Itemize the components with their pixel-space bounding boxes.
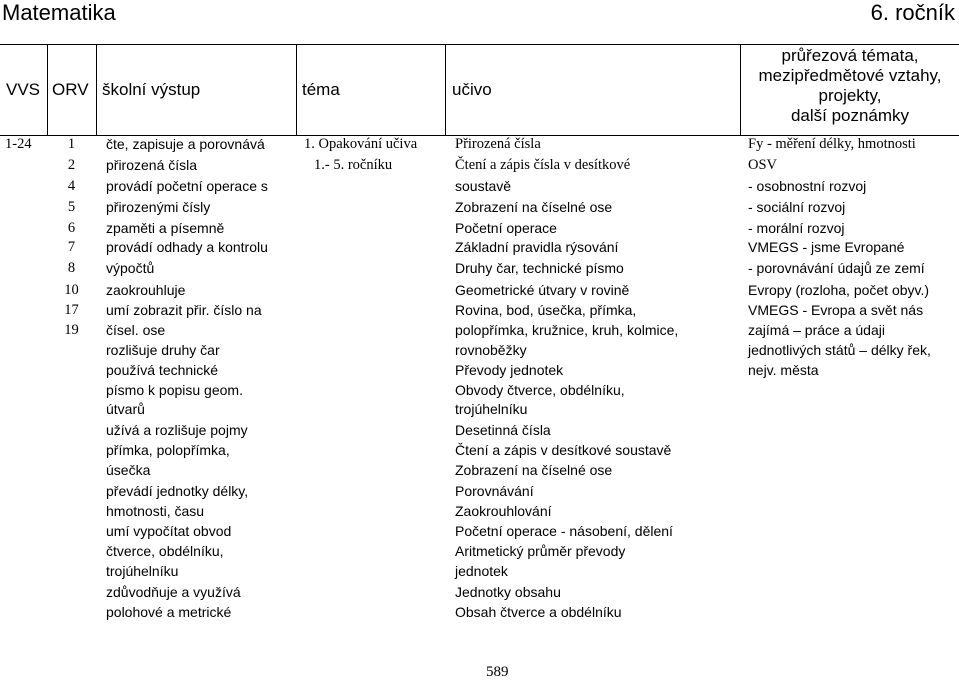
grade-title: 6. ročník — [870, 0, 955, 25]
cross-line: - osobnostní rozvoj — [748, 178, 867, 194]
cross-line: OSV — [748, 157, 778, 173]
curriculum-line: Desetinná čísla — [455, 422, 551, 438]
curriculum-line: Přirozená čísla — [455, 136, 541, 152]
header-outcome: školní výstup — [102, 80, 201, 99]
outcome-line: výpočtů — [106, 260, 155, 276]
curriculum-line: Početní operace — [455, 220, 557, 236]
outcome-line: umí vypočítat obvod — [106, 523, 232, 539]
orv-value: 2 — [67, 157, 76, 173]
cross-line: - porovnávání údajů ze zemí — [748, 260, 925, 276]
curriculum-line: Zaokrouhlování — [455, 503, 552, 519]
curriculum-line: Porovnávání — [455, 483, 534, 499]
outcome-line: umí zobrazit přir. číslo na — [106, 302, 262, 318]
curriculum-line: Čtení a zápis čísla v desítkové — [455, 157, 631, 173]
orv-value: 10 — [64, 282, 79, 298]
outcome-line: používá technické — [106, 362, 219, 378]
outcome-line: provádí početní operace s — [106, 178, 268, 194]
outcome-line: přirozenými čísly — [106, 199, 211, 215]
cross-line: - sociální rozvoj — [748, 199, 846, 215]
topic-line: 1. Opakování učiva — [304, 136, 418, 152]
grid-line — [0, 44, 959, 45]
curriculum-line: polopřímka, kružnice, kruh, kolmice, — [455, 322, 679, 338]
curriculum-line: Čtení a zápis v desítkové soustavě — [455, 442, 672, 458]
outcome-line: čísel. ose — [106, 322, 166, 338]
outcome-line: čtverce, obdélníku, — [106, 543, 224, 559]
grid-line — [740, 44, 741, 135]
header-orv: ORV — [52, 80, 89, 99]
orv-value: 8 — [67, 260, 76, 276]
curriculum-line: rovnoběžky — [455, 342, 527, 358]
curriculum-line: Obvody čtverce, obdélníku, — [455, 382, 625, 398]
outcome-line: přímka, polopřímka, — [106, 442, 230, 458]
outcome-line: písmo k popisu geom. — [106, 382, 243, 398]
grid-line — [445, 44, 446, 135]
outcome-line: přirozená čísla — [106, 157, 198, 173]
outcome-line: čte, zapisuje a porovnává — [106, 136, 265, 152]
curriculum-line: Zobrazení na číselné ose — [455, 199, 613, 215]
outcome-line: hmotnosti, času — [106, 503, 205, 519]
grid-line — [296, 44, 297, 135]
cross-line: Evropy (rozloha, počet obyv.) — [748, 282, 930, 298]
header-topic: téma — [302, 80, 340, 99]
grid-line — [96, 44, 97, 135]
outcome-line: trojúhelníku — [106, 563, 179, 579]
curriculum-line: Obsah čtverce a obdélníku — [455, 604, 622, 620]
orv-value: 17 — [64, 302, 79, 318]
curriculum-line: Geometrické útvary v rovině — [455, 282, 630, 298]
outcome-line: užívá a rozlišuje pojmy — [106, 422, 248, 438]
cross-line: nejv. města — [748, 362, 819, 378]
orv-value: 6 — [67, 220, 76, 236]
curriculum-line: Rovina, bod, úsečka, přímka, — [455, 302, 637, 318]
cross-line: VMEGS - Evropa a svět nás — [748, 302, 924, 318]
outcome-line: převádí jednotky délky, — [106, 483, 249, 499]
orv-value: 19 — [64, 322, 79, 338]
header-cross-line: další poznámky — [790, 106, 910, 125]
outcome-line: provádí odhady a kontrolu — [106, 239, 268, 255]
subject-title: Matematika — [2, 0, 116, 25]
header-curriculum: učivo — [452, 80, 492, 99]
header-cross-line: mezipředmětové vztahy, — [758, 66, 942, 85]
outcome-line: polohové a metrické — [106, 604, 232, 620]
orv-value: 7 — [67, 239, 76, 255]
header-cross-line: průřezová témata, — [781, 46, 919, 65]
cross-line: zajímá – práce a údaji — [748, 322, 885, 338]
curriculum-line: Jednotky obsahu — [455, 584, 561, 600]
curriculum-line: Zobrazení na číselné ose — [455, 462, 613, 478]
header-cross-line: projekty, — [818, 86, 882, 105]
outcome-line: útvarů — [106, 401, 145, 417]
cross-line: VMEGS - jsme Evropané — [748, 239, 905, 255]
orv-value: 5 — [67, 199, 76, 215]
curriculum-line: jednotek — [455, 563, 508, 579]
outcome-line: rozlišuje druhy čar — [106, 342, 220, 358]
curriculum-line: Aritmetický průměr převody — [455, 543, 626, 559]
curriculum-line: soustavě — [455, 178, 512, 194]
grid-line — [47, 44, 48, 135]
curriculum-line: Druhy čar, technické písmo — [455, 260, 624, 276]
cross-line: Fy - měření délky, hmotnosti — [748, 136, 916, 152]
cross-line: - morální rozvoj — [748, 220, 845, 236]
page-number: 589 — [486, 664, 509, 680]
curriculum-line: Základní pravidla rýsování — [455, 239, 619, 255]
outcome-line: zaokrouhluje — [106, 282, 186, 298]
header-vvs: VVS — [6, 80, 41, 99]
cross-line: jednotlivých států – délky řek, — [748, 342, 931, 358]
header-cross — [740, 46, 959, 126]
outcome-line: zpaměti a písemně — [106, 220, 225, 236]
outcome-line: zdůvodňuje a využívá — [106, 584, 241, 600]
curriculum-line: Převody jednotek — [455, 362, 564, 378]
curriculum-line: Početní operace - násobení, dělení — [455, 523, 673, 539]
curriculum-line: trojúhelníku — [455, 401, 528, 417]
outcome-line: úsečka — [106, 462, 151, 478]
topic-line: 1.- 5. ročníku — [314, 157, 393, 173]
orv-value: 1 — [67, 136, 76, 152]
orv-value: 4 — [67, 178, 76, 194]
vvs-value: 1-24 — [5, 136, 32, 152]
